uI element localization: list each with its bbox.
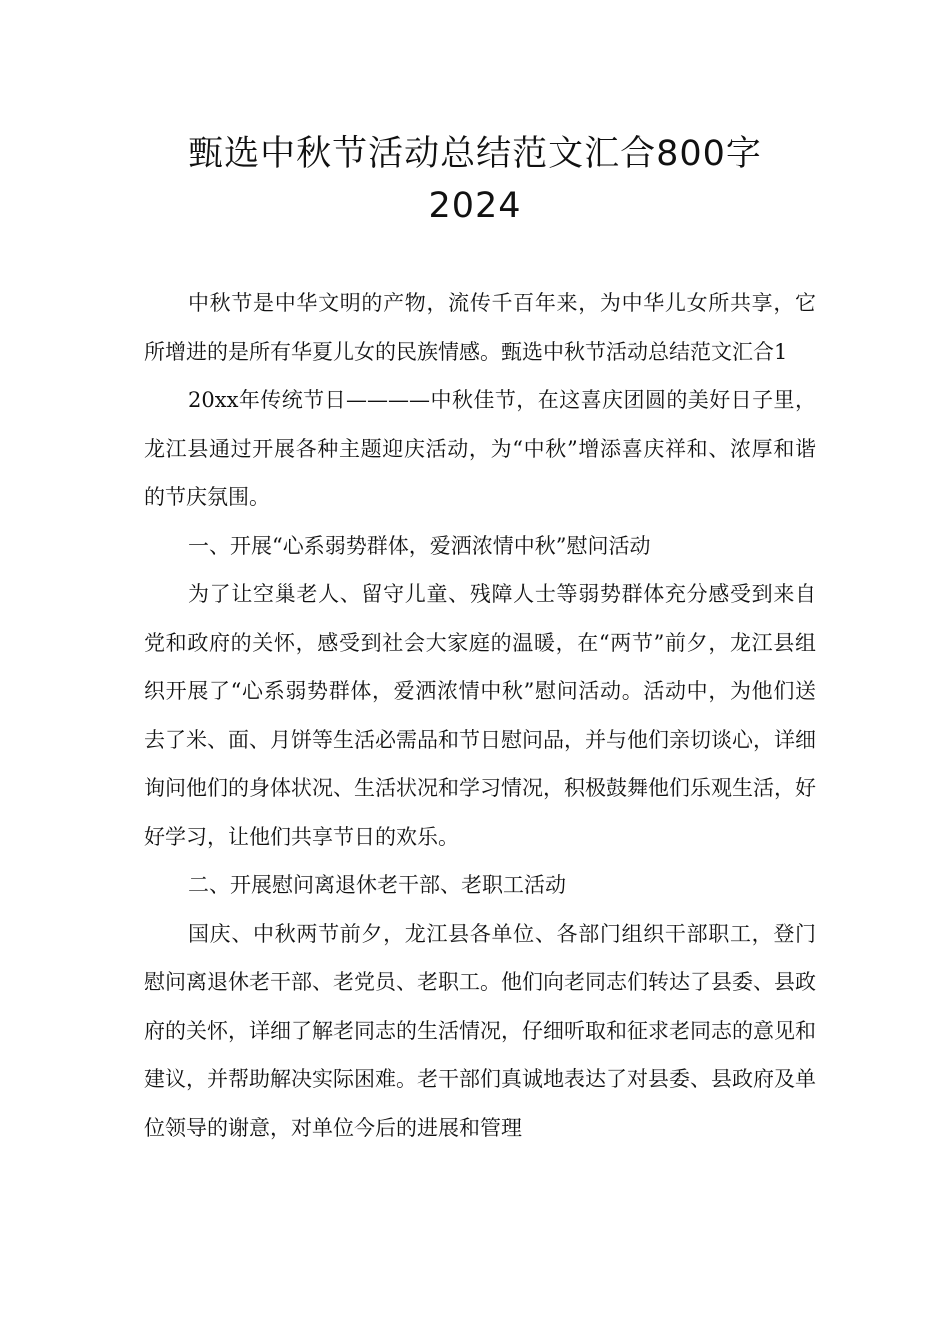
paragraph-section-1: 为了让空巢老人、留守儿童、残障人士等弱势群体充分感受到来自党和政府的关怀，感受到社会大家庭的温暖，在“两节”前夕，龙江县组织开展了“心系弱势群体，爱洒浓情中秋”慰问活动。活动中，为他们送去了米、面、月饼等生活必需品和节日慰问品，并与他们亲切谈心，详细询问他们的身体状况、生活状况和学习情况，积极鼓舞他们乐观生活，好好学习，让他们共享节日的欢乐。 xyxy=(144,582,816,849)
title-line-1: 甄选中秋节活动总结范文汇合800字 xyxy=(188,134,762,174)
document-title xyxy=(120,128,830,232)
section-heading-2: 二、开展慰问离退休老干部、老职工活动 xyxy=(188,873,566,897)
paragraph-section-2: 国庆、中秋两节前夕，龙江县各单位、各部门组织干部职工，登门慰问离退休老干部、老党员、老职工。他们向老同志们转达了县委、县政府的关怀，详细了解老同志的生活情况，仔细听取和征求老同志的意见和建议，并帮助解决实际困难。老干部们真诚地表达了对县委、县政府及单位领导的谢意，对单位今后的进展和管理 xyxy=(144,921,816,1140)
paragraph-intro: 中秋节是中华文明的产物，流传千百年来，为中华儿女所共享，它所增进的是所有华夏儿女的民族情感。甄选中秋节活动总结范文汇合1 xyxy=(144,291,816,364)
paragraph-opening: 20xx年传统节日————中秋佳节，在这喜庆团圆的美好日子里，龙江县通过开展各种主题迎庆活动，为“中秋”增添喜庆祥和、浓厚和谐的节庆氛围。 xyxy=(144,388,816,509)
document-body xyxy=(144,279,816,1152)
title-line-2: 2024 xyxy=(428,186,522,226)
section-heading-1: 一、开展“心系弱势群体，爱洒浓情中秋”慰问活动 xyxy=(188,533,651,558)
